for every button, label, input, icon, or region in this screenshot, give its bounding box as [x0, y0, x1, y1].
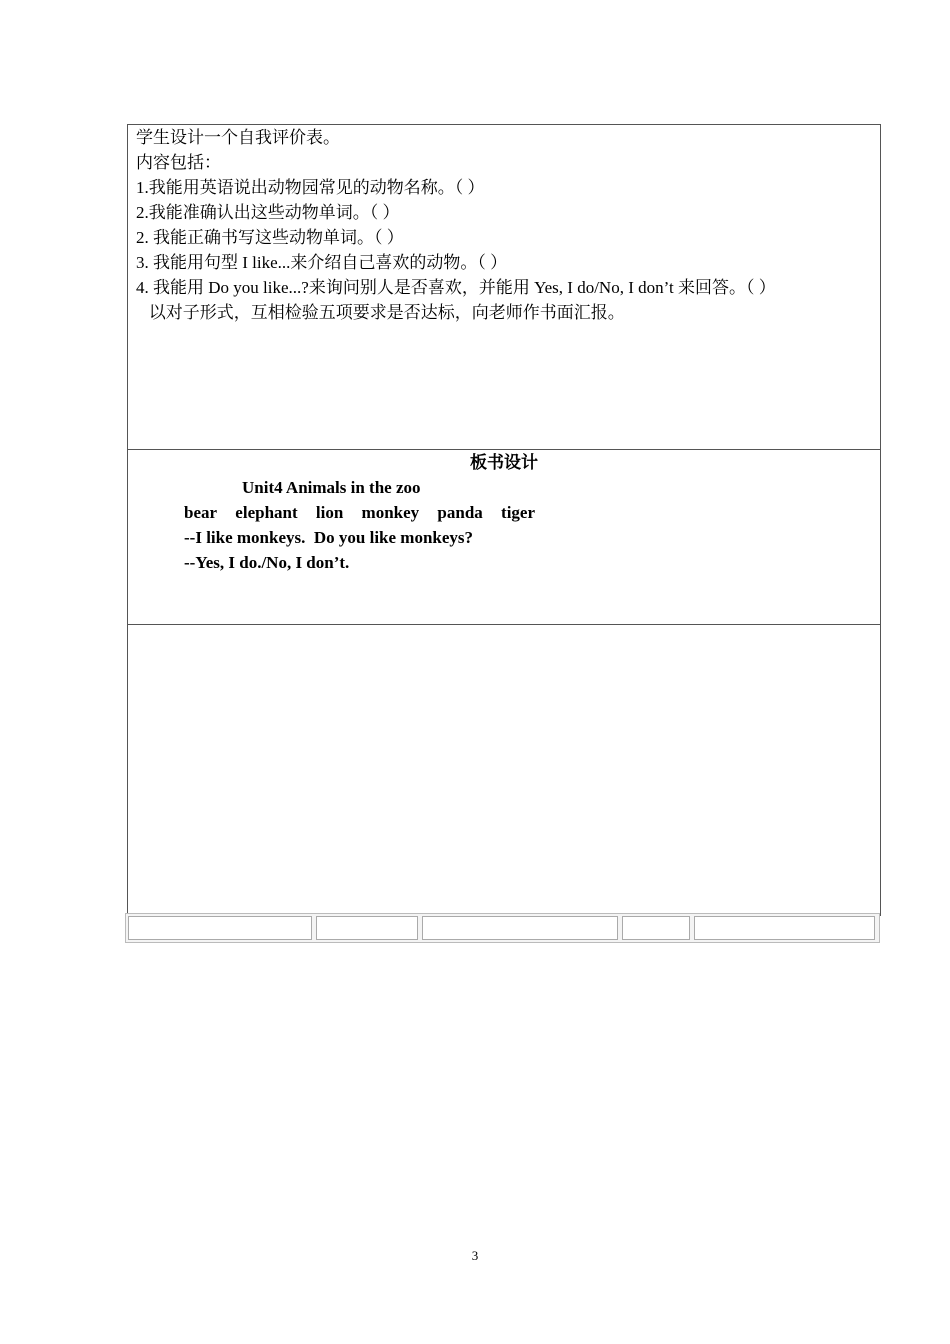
eval-line-4: 2.我能准确认出这些动物单词。（ ） [136, 203, 400, 222]
lesson-table [127, 124, 881, 916]
footer-cell [128, 916, 312, 940]
sentence-answer: --Yes, I do./No, I don’t. [184, 553, 350, 572]
word: elephant [235, 503, 298, 522]
eval-line-2: 内容包括： [136, 153, 221, 172]
footer-cell [422, 916, 618, 940]
footer-cell [622, 916, 690, 940]
vocabulary-words [184, 500, 549, 525]
word: bear [184, 503, 218, 522]
footer-cell [694, 916, 875, 940]
word: monkey [361, 503, 420, 522]
word: tiger [501, 503, 536, 522]
eval-line-7: 4. 我能用 Do you like...?来询问别人是否喜欢，并能用 Yes, I do/No, I don’t 来回答。（ ） [136, 278, 776, 297]
eval-line-3: 1.我能用英语说出动物园常见的动物名称。（ ） [136, 178, 485, 197]
board-heading: 板书设计 [470, 453, 538, 472]
empty-reflection-section [128, 625, 880, 915]
page-number: 3 [471, 1248, 479, 1263]
self-evaluation-section [128, 125, 880, 450]
eval-line-8: 以对子形式，互相检验五项要求是否达标，向老师作书面汇报。 [136, 303, 625, 322]
footer-cell [316, 916, 418, 940]
word: lion [315, 503, 344, 522]
footer-table-row [125, 913, 880, 943]
board-design-section [128, 450, 880, 625]
board-title: Unit4 Animals in the zoo [242, 478, 421, 497]
word: panda [437, 503, 483, 522]
eval-line-6: 3. 我能用句型 I like...来介绍自己喜欢的动物。（ ） [136, 253, 508, 272]
eval-line-5: 2. 我能正确书写这些动物单词。（ ） [136, 228, 404, 247]
eval-line-1: 学生设计一个自我评价表。 [136, 128, 340, 147]
sentence-question: --I like monkeys. Do you like monkeys? [184, 528, 474, 547]
